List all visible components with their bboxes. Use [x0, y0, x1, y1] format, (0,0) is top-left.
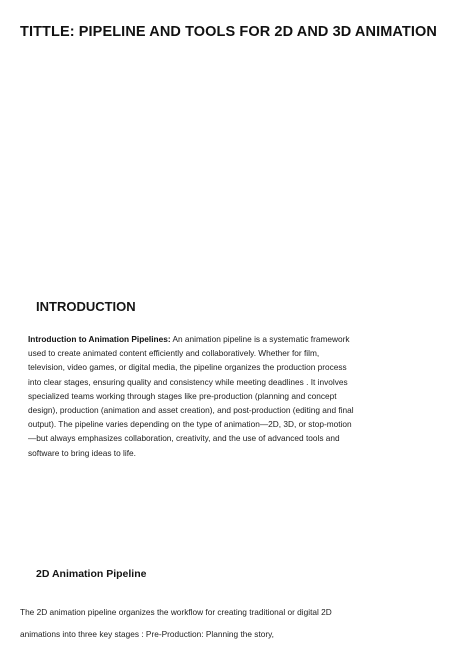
pipeline-2d-paragraph: The 2D animation pipeline organizes the workflow for creating traditional or digital 2D animations into three key stages : Pre-Production: Planning the story, — [20, 607, 332, 639]
introduction-heading: INTRODUCTION — [36, 299, 136, 314]
introduction-body: An animation pipeline is a systematic framework used to create animated content efficiently and collaboratively. Whether for film, television, video games, or digital media, the pipeline organizes the production process into clear stages, ensuring quality and consistency while meeting deadlines . It involves specialized teams working through stages like pre-production (planning and concept design), production (animation and asset creation), and post-production (editing and final output). The pipeline varies depending on the type of animation—2D, 3D, or stop-motion—but always emphasizes collaboration, creativity, and the use of advanced tools and software to bring ideas to life. — [28, 334, 354, 458]
introduction-lead: Introduction to Animation Pipelines: — [28, 334, 171, 344]
document-title: TITTLE: PIPELINE AND TOOLS FOR 2D AND 3D ANIMATION — [20, 24, 437, 40]
introduction-paragraph — [28, 332, 358, 460]
pipeline-2d-heading: 2D Animation Pipeline — [36, 568, 147, 580]
